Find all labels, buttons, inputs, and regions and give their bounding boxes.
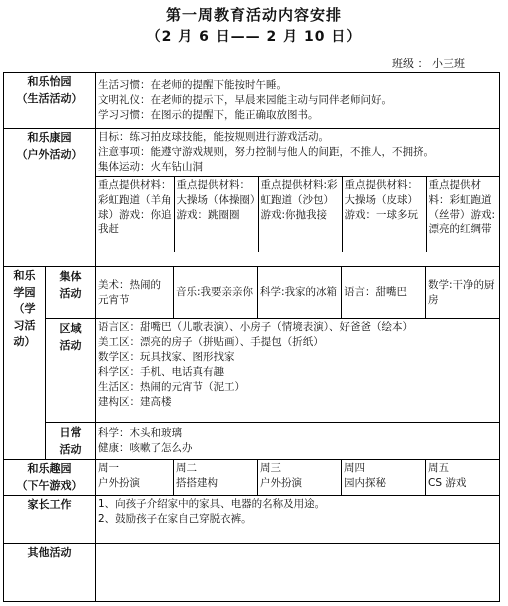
list-item: 健康：咳嗽了怎么办: [98, 442, 193, 455]
daily-activity-content: [96, 423, 500, 460]
daily-activity-label: 日常 活动: [46, 423, 96, 460]
section-hequ-title: 和乐趣园 （下午游戏）: [4, 460, 96, 496]
afternoon-cell-mon: 周一 户外扮演: [96, 460, 174, 496]
collective-cell-mon: 美术：热闹的元宵节: [96, 267, 174, 319]
list-item: 学习习惯：在图示的提醒下，能正确取放图书。: [98, 108, 319, 121]
section-heyi-title: 和乐怡园 （生活活动）: [4, 73, 96, 129]
section-hexue-title: 和乐 学园 （学 习活 动）: [4, 267, 46, 460]
list-item: 科学区：手机、电话真有趣: [98, 365, 224, 378]
collective-activity-label: 集体 活动: [46, 267, 96, 319]
list-item: 建构区：建高楼: [98, 395, 172, 408]
afternoon-cell-wed: 周三 户外扮演: [258, 460, 342, 496]
section-heyi-content: [96, 73, 500, 129]
area-activity-label: 区域 活动: [46, 319, 96, 423]
material-cell-wed: 重点提供材料:彩虹跑道（沙包）游戏:你抛我接: [258, 176, 342, 252]
list-item: 生活区：热闹的元宵节（泥工）: [98, 380, 245, 393]
class-label: 班级 ： 小三班: [392, 57, 465, 70]
afternoon-cell-thu: 周四 园内探秘: [342, 460, 426, 496]
list-item: 文明礼仪：在老师的提示下，早晨来园能主动与同伴老师问好。: [98, 94, 392, 107]
section-hekang-content: [96, 129, 500, 267]
collective-cell-tue: 音乐:我要亲亲你: [174, 267, 258, 319]
afternoon-cell-fri: 周五 CS 游戏: [426, 460, 500, 496]
collective-cell-wed: 科学:我家的冰箱: [258, 267, 342, 319]
list-item: 语言区：甜嘴巴（儿歌表演）、小房子（情境表演）、好爸爸（绘本）: [98, 321, 413, 333]
row-hequ: [4, 460, 500, 496]
schedule-table: [3, 72, 500, 602]
row-other: [4, 544, 500, 602]
notice-text: 注意事项：能遵守游戏规则，努力控制与他人的间距，不推人，不拥挤。: [98, 145, 434, 158]
section-other-title: 其他活动: [4, 544, 96, 602]
material-cell-fri: 重点提供材料：彩虹跑道（丝带）游戏:漂亮的红绸带: [426, 176, 500, 252]
row-hekang: [4, 129, 500, 267]
list-item: 数学区：玩具找家、图形找家: [98, 350, 235, 363]
other-content: [96, 544, 500, 602]
row-hexue-collective: [4, 267, 500, 319]
material-cell-tue: 重点提供材料：大操场（体操圈）游戏：跳圈圈: [174, 176, 258, 252]
date-range: （2 月 6 日—— 2 月 10 日）: [146, 29, 362, 45]
group-activity-text: 集体运动：火车钻山洞: [98, 160, 203, 173]
list-item: 1、向孩子介绍家中的家具、电器的名称及用途。: [98, 498, 326, 511]
section-hekang-title: 和乐康园 （户外活动）: [4, 129, 96, 267]
page-title: 第一周教育活动内容安排: [165, 6, 342, 24]
list-item: 生活习惯：在老师的提醒下能按时午睡。: [98, 79, 287, 92]
list-item: 美工区：漂亮的房子（拼贴画）、手提包（折纸）: [98, 335, 324, 348]
material-cell-mon: 重点提供材料：彩虹跑道（羊角球）游戏：你追我赶: [96, 176, 174, 252]
collective-cell-thu: 语言：甜嘴巴: [342, 267, 426, 319]
goal-text: 目标：练习拍皮球技能，能按规则进行游戏活动。: [98, 131, 329, 143]
area-activity-content: [96, 319, 500, 423]
list-item: 2、鼓励孩子在家自己穿脱衣裤。: [98, 513, 252, 525]
parents-content: [96, 496, 500, 544]
afternoon-cell-tue: 周二 搭搭建构: [174, 460, 258, 496]
list-item: 科学：木头和玻璃: [98, 427, 182, 440]
collective-cell-fri: 数学:干净的厨房: [426, 267, 500, 319]
material-cell-thu: 重点提供材料：大操场（皮球）游戏：一球多玩: [342, 176, 426, 252]
row-parents: [4, 496, 500, 544]
row-hexue-daily: [4, 423, 500, 460]
row-hexue-area: [4, 319, 500, 423]
row-heyi: [4, 73, 500, 129]
materials-table: [96, 176, 500, 253]
section-parents-title: 家长工作: [4, 496, 96, 544]
